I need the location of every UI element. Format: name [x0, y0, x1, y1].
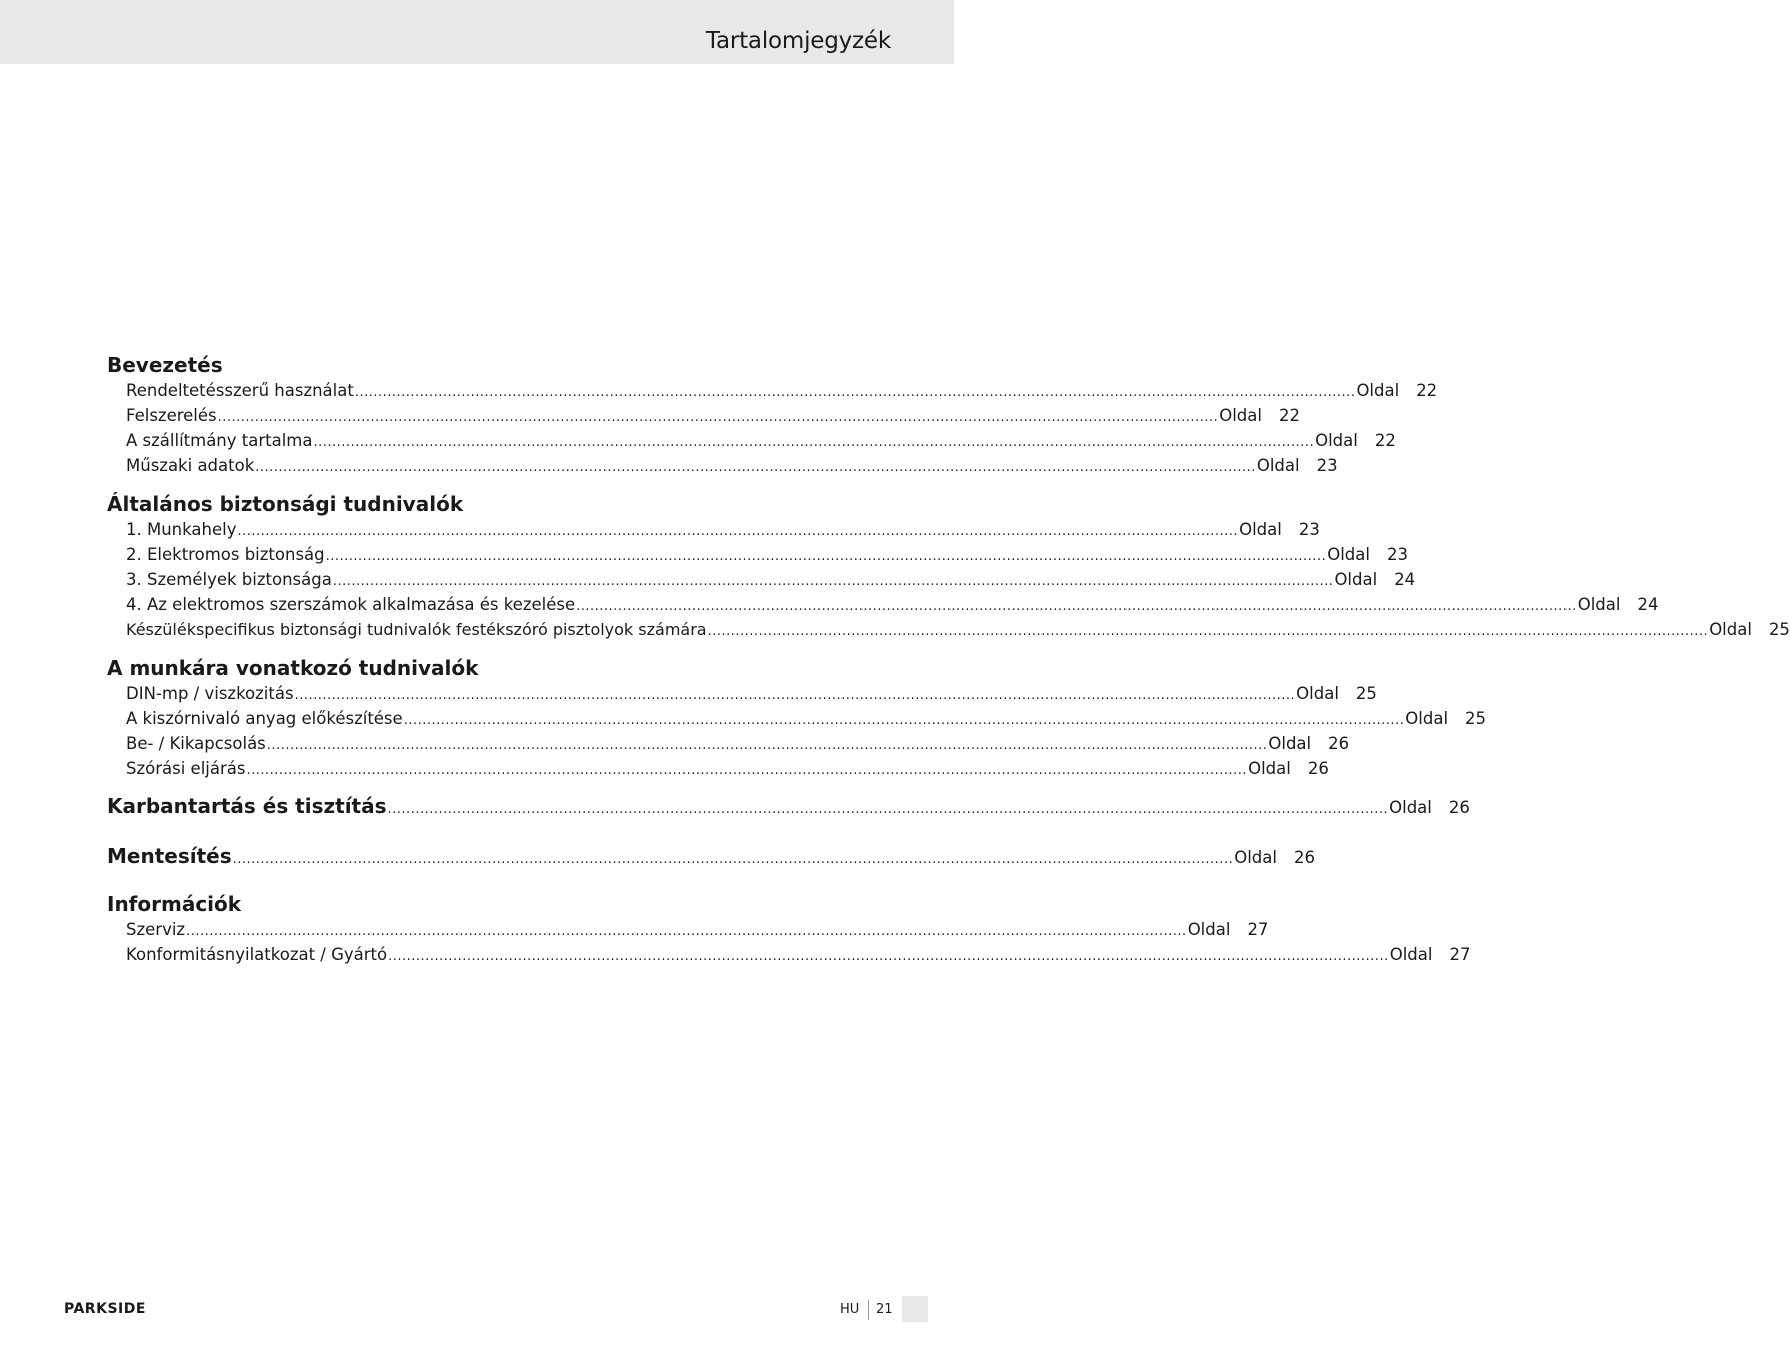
page-word: Oldal [1239, 520, 1282, 539]
section-title: Mentesítés [107, 844, 232, 868]
page-word: Oldal [1268, 734, 1312, 753]
page-number: 26 [1448, 798, 1470, 817]
page-word: Oldal [1389, 798, 1432, 817]
toc-entry-label: Be- / Kikapcsolás [126, 734, 266, 753]
page-number: 26 [1293, 848, 1315, 867]
section-title: Információk [107, 892, 242, 916]
toc-entry[interactable] [107, 517, 1320, 542]
page-number: 23 [1316, 456, 1338, 475]
page-number: 25 [1465, 709, 1487, 728]
page-word: Oldal [1248, 759, 1291, 778]
page-number: 23 [1298, 520, 1320, 539]
footer-divider [868, 1300, 869, 1320]
toc-entry[interactable] [107, 756, 1329, 781]
leader-dots: ........................................................................................................................................................................................................................ [403, 713, 1405, 728]
toc-entry-label: Felszerelés [126, 406, 217, 425]
toc-entry-label: Szórási eljárás [126, 759, 246, 778]
leader-dots: ........................................................................................................................................................................................................................ [354, 385, 1356, 400]
page-word: Oldal [1334, 570, 1378, 589]
toc-entry[interactable] [107, 567, 1416, 592]
page-word: Oldal [1234, 848, 1277, 867]
page-word: Oldal [1315, 431, 1358, 450]
page-number: 22 [1278, 406, 1300, 425]
toc-entry[interactable] [107, 428, 1396, 453]
toc-entry[interactable] [107, 592, 1659, 617]
toc-entry-label: A szállítmány tartalma [126, 431, 313, 450]
brand-logo: PARKSIDE [64, 1301, 146, 1317]
page-word: Oldal [1389, 945, 1433, 964]
toc-section-disposal[interactable] [107, 831, 1315, 881]
toc-entry-label: Rendeltetésszerű használat [126, 381, 354, 400]
toc-entry-label: Szerviz [126, 920, 186, 939]
toc-section-general-safety [107, 491, 1790, 642]
leader-dots: ........................................................................................................................................................................................................................ [313, 435, 1315, 450]
page-number: 27 [1449, 945, 1471, 964]
toc-entry[interactable] [107, 403, 1300, 428]
toc-entry-label: 1. Munkahely [126, 520, 237, 539]
toc-entry[interactable] [107, 542, 1408, 567]
page-word: Oldal [1296, 684, 1339, 703]
language-code: HU [840, 1302, 860, 1317]
leader-dots: ........................................................................................................................................................................................................................ [232, 852, 1234, 867]
page-word: Oldal [1577, 595, 1621, 614]
page-number: 23 [1386, 545, 1408, 564]
page-word: Oldal [1256, 456, 1300, 475]
leader-dots: ........................................................................................................................................................................................................................ [237, 524, 1239, 539]
leader-dots: ........................................................................................................................................................................................................................ [332, 574, 1334, 589]
leader-dots: ........................................................................................................................................................................................................................ [388, 949, 1389, 964]
footer-tab-marker [902, 1296, 928, 1322]
page-number: 24 [1637, 595, 1659, 614]
toc-entry[interactable] [107, 942, 1471, 967]
page-word: Oldal [1356, 381, 1400, 400]
toc-entry-label: 4. Az elektromos szerszámok alkalmazása és kezelése [126, 595, 576, 614]
leader-dots: ........................................................................................................................................................................................................................ [325, 549, 1327, 564]
toc-entry[interactable] [107, 378, 1438, 403]
page-title: Tartalomjegyzék [705, 28, 891, 54]
toc-entry[interactable] [107, 617, 1790, 642]
page-number: 25 [1768, 620, 1790, 639]
page-word: Oldal [1405, 709, 1449, 728]
section-title: Általános biztonsági tudnivalók [107, 492, 464, 516]
leader-dots: ........................................................................................................................................................................................................................ [217, 410, 1219, 425]
leader-dots: ........................................................................................................................................................................................................................ [246, 763, 1248, 778]
page-number: 25 [1355, 684, 1377, 703]
page-number: 26 [1307, 759, 1329, 778]
leader-dots: ........................................................................................................................................................................................................................ [186, 924, 1187, 939]
toc-section-information [107, 891, 1471, 967]
leader-dots: ........................................................................................................................................................................................................................ [707, 624, 1709, 639]
toc-entry[interactable] [107, 706, 1487, 731]
toc-section-introduction [107, 352, 1438, 478]
toc-entry[interactable] [107, 731, 1350, 756]
page-number-footer: 21 [876, 1302, 893, 1317]
toc-entry-label: 3. Személyek biztonsága [126, 570, 332, 589]
toc-section-maintenance[interactable] [107, 781, 1470, 831]
toc-entry[interactable] [107, 917, 1269, 942]
table-of-contents [107, 352, 1790, 967]
leader-dots: ........................................................................................................................................................................................................................ [294, 688, 1296, 703]
toc-entry-label: DIN-mp / viszkozitás [126, 684, 294, 703]
page-word: Oldal [1327, 545, 1370, 564]
toc-entry-label: A kiszórnivaló anyag előkészítése [126, 709, 403, 728]
toc-entry-label: Konformitásnyilatkozat / Gyártó [126, 945, 388, 964]
toc-entry-label: 2. Elektromos biztonság [126, 545, 325, 564]
section-title: Bevezetés [107, 353, 223, 377]
page-number: 27 [1247, 920, 1269, 939]
page-word: Oldal [1219, 406, 1262, 425]
toc-entry-label: Műszaki adatok [126, 456, 255, 475]
page-word: Oldal [1187, 920, 1231, 939]
page-number: 22 [1416, 381, 1438, 400]
toc-entry[interactable] [107, 453, 1338, 478]
section-title: Karbantartás és tisztítás [107, 794, 387, 818]
section-title: A munkára vonatkozó tudnivalók [107, 656, 479, 680]
leader-dots: ........................................................................................................................................................................................................................ [266, 738, 1268, 753]
toc-section-work-notes [107, 655, 1487, 781]
page-number: 26 [1328, 734, 1350, 753]
leader-dots: ........................................................................................................................................................................................................................ [576, 599, 1577, 614]
page-number: 24 [1394, 570, 1416, 589]
page-number: 22 [1374, 431, 1396, 450]
toc-entry-label: Készülékspecifikus biztonsági tudnivalók festékszóró pisztolyok számára [126, 620, 707, 639]
page-word: Oldal [1709, 620, 1752, 639]
leader-dots: ........................................................................................................................................................................................................................ [255, 460, 1256, 475]
toc-entry[interactable] [107, 681, 1377, 706]
leader-dots: ........................................................................................................................................................................................................................ [387, 802, 1389, 817]
